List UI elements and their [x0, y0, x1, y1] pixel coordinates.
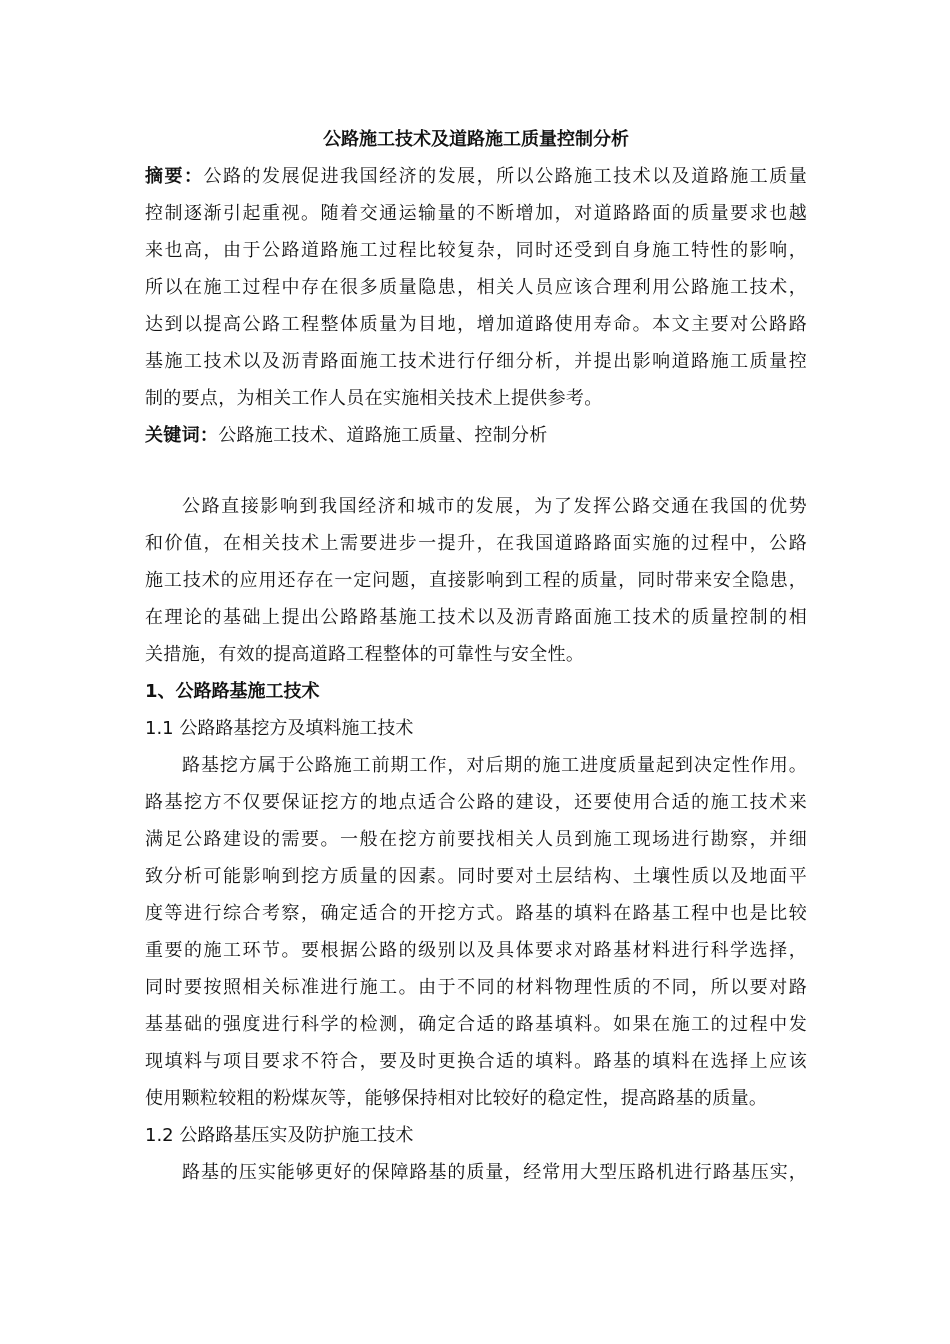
document-title: 公路施工技术及道路施工质量控制分析: [323, 129, 629, 150]
abstract-line: 控制逐渐引起重视。随着交通运输量的不断增加，对道路路面的质量要求也越: [145, 203, 807, 224]
paragraph-line: 满足公路建设的需要。一般在挖方前要找相关人员到施工现场进行勘察，并细: [145, 829, 807, 850]
intro-line: 关措施，有效的提高道路工程整体的可靠性与安全性。: [145, 644, 585, 665]
abstract-block: [145, 158, 807, 417]
paragraph-line: 现填料与项目要求不符合，要及时更换合适的填料。路基的填料在选择上应该: [145, 1051, 807, 1072]
abstract-line: 达到以提高公路工程整体质量为目地，增加道路使用寿命。本文主要对公路路: [145, 314, 807, 335]
subsection-heading: 1.1 公路路基挖方及填料施工技术: [145, 718, 414, 739]
section-heading: 1、公路路基施工技术: [145, 681, 320, 702]
abstract-line: [145, 158, 807, 195]
abstract-line: 基施工技术以及沥青路面施工技术进行仔细分析，并提出影响道路施工质量控: [145, 351, 807, 372]
paragraph-line: 度等进行综合考察，确定适合的开挖方式。路基的填料在路基工程中也是比较: [145, 903, 807, 924]
paragraph-line: 致分析可能影响到挖方质量的因素。同时要对土层结构、土壤性质以及地面平: [145, 866, 807, 887]
intro-line: 公路直接影响到我国经济和城市的发展，为了发挥公路交通在我国的优势: [182, 496, 807, 517]
subsection-heading: 1.2 公路路基压实及防护施工技术: [145, 1125, 414, 1146]
keywords-text: 公路施工技术、道路施工质量、控制分析: [218, 425, 548, 446]
intro-line: 在理论的基础上提出公路路基施工技术以及沥青路面施工技术的质量控制的相: [145, 607, 807, 628]
paragraph-line: 同时要按照相关标准进行施工。由于不同的材料物理性质的不同，所以要对路: [145, 977, 807, 998]
paragraph-line: 使用颗粒较粗的粉煤灰等，能够保持相对比较好的稳定性，提高路基的质量。: [145, 1088, 768, 1109]
abstract-line: 制的要点，为相关工作人员在实施相关技术上提供参考。: [145, 388, 603, 409]
paragraph-line: 基基础的强度进行科学的检测，确定合适的路基填料。如果在施工的过程中发: [145, 1014, 807, 1035]
blank-line: [145, 454, 807, 488]
abstract-label: 摘要：: [145, 166, 204, 187]
keywords-line: [145, 417, 807, 454]
keywords-label: 关键词：: [145, 425, 219, 446]
abstract-line: 所以在施工过程中存在很多质量隐患，相关人员应该合理利用公路施工技术，: [145, 277, 807, 298]
paragraph-line: 路基的压实能够更好的保障路基的质量，经常用大型压路机进行路基压实，: [182, 1162, 807, 1183]
intro-paragraph: [145, 488, 807, 673]
abstract-text: 公路的发展促进我国经济的发展，所以公路施工技术以及道路施工质量: [203, 166, 808, 187]
paragraph-line: 重要的施工环节。要根据公路的级别以及具体要求对路基材料进行科学选择，: [145, 940, 807, 961]
subsection-paragraph: [145, 1154, 807, 1191]
document-page: [145, 122, 807, 1191]
intro-line: 施工技术的应用还存在一定问题，直接影响到工程的质量，同时带来安全隐患，: [145, 570, 807, 591]
paragraph-line: 路基挖方不仅要保证挖方的地点适合公路的建设，还要使用合适的施工技术来: [145, 792, 807, 813]
subsection-paragraph: [145, 747, 807, 1117]
intro-line: 和价值，在相关技术上需要进步一提升，在我国道路路面实施的过程中，公路: [145, 533, 807, 554]
abstract-line: 来也高，由于公路道路施工过程比较复杂，同时还受到自身施工特性的影响，: [145, 240, 807, 261]
paragraph-line: 路基挖方属于公路施工前期工作，对后期的施工进度质量起到决定性作用。: [182, 755, 807, 776]
